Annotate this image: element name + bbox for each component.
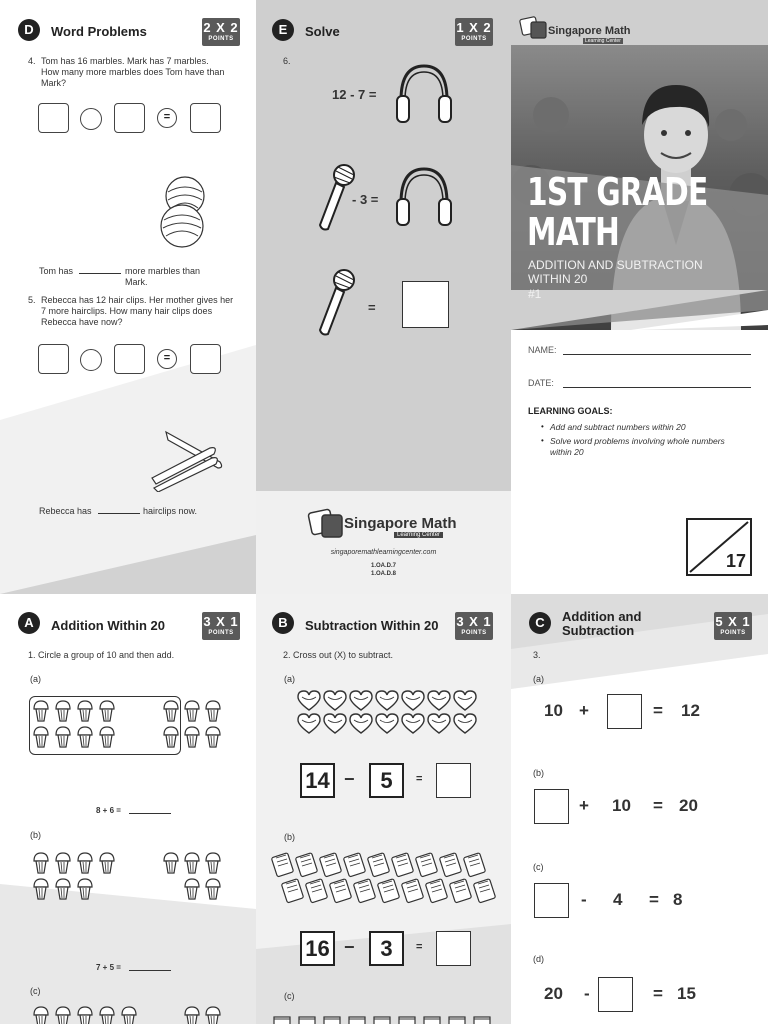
answer-box[interactable] [534, 789, 569, 824]
logo-icon [306, 505, 346, 541]
date-label: DATE: [528, 378, 554, 388]
points-value: 1 X 2 [456, 20, 492, 35]
operator-circle[interactable] [80, 108, 102, 130]
muffin-icon [204, 878, 222, 905]
answer-box[interactable] [607, 694, 642, 729]
muffin-icon [162, 852, 180, 879]
answer-box[interactable] [190, 344, 221, 374]
section-title [562, 610, 641, 638]
equals-sign: = [416, 773, 423, 785]
name-field[interactable] [563, 345, 751, 355]
microphone-icon [314, 268, 358, 338]
muffin-icon [76, 878, 94, 905]
score-box[interactable] [686, 518, 752, 576]
learning-goal-item: Add and subtract numbers within 20 [550, 422, 686, 432]
notebook-icon [304, 878, 328, 909]
item-label: (b) [284, 832, 295, 842]
standard-code: 1.OA.D.7 [370, 563, 396, 569]
answer-blank[interactable] [98, 504, 140, 514]
answer-box[interactable] [190, 103, 221, 133]
muffin-icon [162, 700, 180, 727]
result: 15 [677, 984, 696, 1003]
footer-brand-name: Singapore Math [344, 515, 457, 532]
operator: + [579, 796, 589, 815]
answer-box[interactable] [114, 103, 145, 133]
panel-addition-subtraction [511, 594, 768, 1024]
logo-icon [519, 14, 549, 44]
answer-prefix: Tom has [39, 266, 74, 276]
muffin-icon [120, 1006, 138, 1024]
muffin-icon [183, 878, 201, 905]
section-letter-badge: A [18, 612, 40, 634]
notebook-icon [328, 878, 352, 909]
worksheet-number: #1 [528, 287, 542, 301]
question-number: 5. [28, 295, 36, 305]
muffin-icon [204, 1006, 222, 1024]
answer-prefix: Rebecca has [39, 506, 92, 516]
question-text: Tom has 16 marbles. Mark has 7 marbles. How many more marbles does Tom have than Mark? [41, 56, 225, 88]
section-title: Addition Within 20 [51, 618, 165, 633]
drum-icon [322, 1014, 342, 1024]
item-label: (a) [30, 674, 41, 684]
muffin-icon [54, 852, 72, 879]
learning-goal-item: Solve word problems involving whole numbers within 20 [550, 436, 725, 457]
heart-icon [348, 713, 374, 740]
heart-icon [400, 713, 426, 740]
operator: - [581, 890, 587, 909]
operator: + [579, 701, 589, 720]
answer-box[interactable] [402, 281, 449, 328]
points-label: POINTS [461, 630, 487, 636]
muffin-icon [204, 700, 222, 727]
total-points: 17 [725, 551, 746, 571]
drum-icon [422, 1014, 442, 1024]
equals-sign: = [649, 890, 659, 909]
equals-circle: = [157, 108, 177, 128]
minuend-box: 16 [300, 931, 335, 966]
headphones-icon [391, 163, 457, 229]
heart-icon [374, 713, 400, 740]
question-number: 3. [533, 650, 541, 660]
answer-suffix: more marbles than Mark. [125, 266, 201, 287]
panel-solve [256, 0, 511, 594]
cover-subtitle: ADDITION AND SUBTRACTION WITHIN 20 [528, 258, 703, 286]
muffin-icon [183, 700, 201, 727]
section-letter-badge: C [529, 612, 551, 634]
heart-icon [322, 713, 348, 740]
answer-box[interactable] [38, 103, 69, 133]
minus-sign: − [344, 769, 355, 789]
subtrahend-box: 5 [369, 763, 404, 798]
muffin-icon [98, 1006, 116, 1024]
section-title: Solve [305, 24, 340, 39]
footer-url[interactable]: singaporemathlearningcenter.com [330, 549, 437, 556]
heart-icon [426, 713, 452, 740]
notebook-icon [280, 878, 304, 909]
muffin-icon [98, 852, 116, 879]
equals-sign: = [653, 701, 663, 720]
footer-brand-area [256, 491, 511, 594]
points-value: 2 X 2 [203, 20, 239, 35]
answer-blank[interactable] [79, 264, 121, 274]
answer-box[interactable] [38, 344, 69, 374]
panel-word-problems [0, 0, 256, 594]
answer-box[interactable] [534, 883, 569, 918]
result: 20 [679, 796, 698, 815]
points-value: 3 X 1 [456, 614, 492, 629]
panel-addition [0, 594, 256, 1024]
muffin-icon [54, 700, 72, 727]
equation-row-3: = [368, 300, 376, 315]
equals-sign: = [653, 984, 663, 1003]
item-label: (d) [533, 954, 544, 964]
muffin-icon [54, 1006, 72, 1024]
muffin-icon [54, 726, 72, 753]
points-label: POINTS [720, 630, 746, 636]
muffin-icon [32, 878, 50, 905]
muffin-icon [32, 726, 50, 753]
subtrahend-box: 3 [369, 931, 404, 966]
drum-icon [472, 1014, 492, 1024]
question-text: 2. Cross out (X) to subtract. [283, 650, 394, 660]
equation-text: 8 + 6 = [96, 806, 121, 815]
minuend-box: 14 [300, 763, 335, 798]
notebook-icon [472, 878, 496, 909]
minus-sign: − [344, 937, 355, 957]
answer-blank[interactable] [129, 804, 171, 814]
operand: 20 [544, 984, 563, 1003]
item-label: (a) [533, 674, 544, 684]
equation-row-1: 12 - 7 = [332, 87, 377, 102]
section-title-line: Subtraction [562, 623, 635, 638]
question-number: 4. [28, 56, 36, 66]
drum-icon [372, 1014, 392, 1024]
cover-diagonal-shape [511, 290, 768, 335]
muffin-icon [32, 852, 50, 879]
cover-panel: Singapore Math Learning Center 1ST GRADE MATH ADDITION AND SUBTRACTION WITHIN 20 #1 NAME: DATE: LEARNING GOALS: • Add and subtract numbers within 20 • Solve word problems involving whole numbers within 20 17 [511, 0, 768, 594]
cover-brand-name: Singapore Math [548, 25, 631, 37]
footer-brand-sub: Learning Center [394, 532, 443, 538]
answer-box[interactable] [436, 931, 471, 966]
notebook-icon [448, 878, 472, 909]
points-badge [455, 612, 493, 640]
points-value: 5 X 1 [715, 614, 751, 629]
item-label: (b) [30, 830, 41, 840]
cover-title [527, 172, 707, 252]
item-label: (a) [284, 674, 295, 684]
points-badge [455, 18, 493, 46]
muffin-icon [183, 1006, 201, 1024]
muffin-icon [183, 852, 201, 879]
operand: 4 [613, 890, 623, 909]
muffin-icon [54, 878, 72, 905]
muffin-icon [32, 1006, 50, 1024]
muffin-icon [162, 726, 180, 753]
muffin-icon [76, 852, 94, 879]
equals-sign: = [653, 796, 663, 815]
muffin-icon [76, 1006, 94, 1024]
answer-box[interactable] [436, 763, 471, 798]
equation-text: 7 + 5 = [96, 963, 121, 972]
section-letter-badge: E [272, 19, 294, 41]
points-label: POINTS [208, 630, 234, 636]
muffin-icon [76, 726, 94, 753]
points-value: 3 X 1 [203, 614, 239, 629]
notebook-icon [376, 878, 400, 909]
section-title: Word Problems [51, 24, 147, 39]
equation-row-2: - 3 = [352, 192, 379, 207]
notebook-icon [400, 878, 424, 909]
cover-title-line: MATH [527, 210, 620, 254]
question-text: Rebecca has 12 hair clips. Her mother gives her 7 more hairclips. How many hair clips does Rebecca have now? [41, 295, 234, 327]
points-label: POINTS [461, 36, 487, 42]
drum-icon [272, 1014, 292, 1024]
heart-icon [452, 713, 478, 740]
operator: - [584, 984, 590, 1003]
result: 12 [681, 701, 700, 720]
points-label: POINTS [208, 36, 234, 42]
notebook-icon [424, 878, 448, 909]
operator-circle[interactable] [80, 349, 102, 371]
drum-icon [447, 1014, 467, 1024]
standard-code: 1.OA.D.8 [370, 571, 396, 577]
cover-brand-sub: Learning Center [585, 38, 621, 44]
drum-icon [297, 1014, 317, 1024]
points-badge [202, 18, 240, 46]
headphones-icon [391, 60, 457, 126]
cover-title-line: 1ST GRADE [527, 170, 708, 214]
section-letter-badge: D [18, 19, 40, 41]
heart-icon [296, 713, 322, 740]
section-letter-badge: B [272, 612, 294, 634]
answer-box[interactable] [598, 977, 633, 1012]
panel-subtraction [256, 594, 511, 1024]
operand: 10 [612, 796, 631, 815]
question-number: 6. [283, 56, 291, 66]
drum-icon [397, 1014, 417, 1024]
equals-sign: = [416, 941, 423, 953]
section-title-line: Addition and [562, 609, 642, 624]
notebook-icon [352, 878, 376, 909]
item-label: (c) [533, 862, 544, 872]
muffin-icon [204, 726, 222, 753]
item-label: (c) [284, 991, 295, 1001]
muffin-icon [32, 700, 50, 727]
question-text: 1. Circle a group of 10 and then add. [28, 650, 175, 660]
points-badge [202, 612, 240, 640]
answer-blank[interactable] [129, 961, 171, 971]
answer-suffix: hairclips now. [143, 506, 198, 516]
drum-icon [347, 1014, 367, 1024]
name-label: NAME: [528, 345, 557, 355]
result: 8 [673, 890, 683, 909]
points-badge [714, 612, 752, 640]
muffin-icon [183, 726, 201, 753]
muffin-icon [204, 852, 222, 879]
operand: 10 [544, 701, 563, 720]
marbles-illustration [158, 174, 210, 250]
muffin-icon [98, 726, 116, 753]
learning-goals-heading: LEARNING GOALS: [528, 406, 613, 416]
muffin-icon [76, 700, 94, 727]
item-label: (c) [30, 986, 41, 996]
equals-circle: = [157, 349, 177, 369]
hairclips-illustration [148, 428, 228, 492]
muffin-icon [98, 700, 116, 727]
section-title: Subtraction Within 20 [305, 618, 439, 633]
date-field[interactable] [563, 378, 751, 388]
answer-box[interactable] [114, 344, 145, 374]
item-label: (b) [533, 768, 544, 778]
